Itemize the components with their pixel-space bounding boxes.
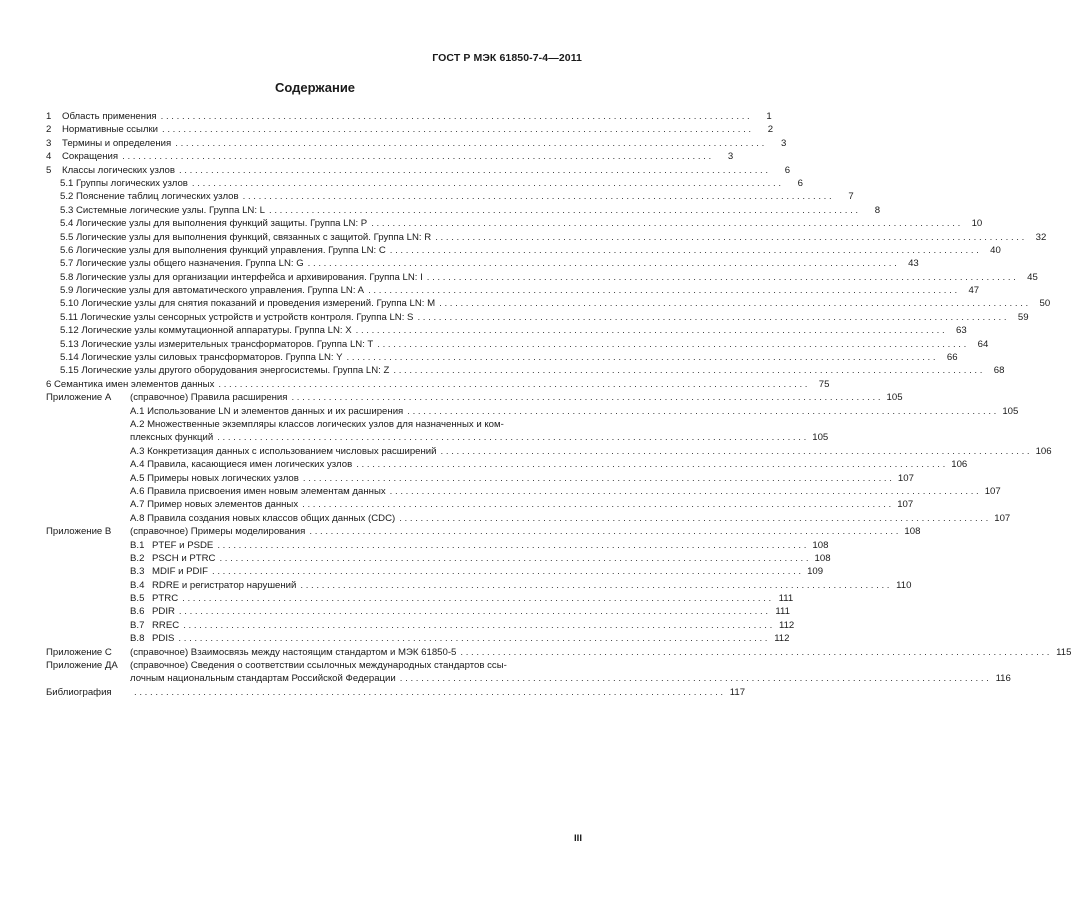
toc-entry-page: 64	[977, 338, 989, 350]
dot-leader	[161, 110, 750, 123]
toc-entry[interactable]	[46, 686, 746, 699]
toc-entry-page: 112	[774, 633, 790, 645]
dot-leader	[390, 485, 979, 498]
dot-leader	[308, 257, 897, 270]
toc-entry[interactable]	[46, 619, 795, 632]
toc-entry-label: 5.12 Логические узлы коммутационной аппаратуры. Группа LN: X	[60, 325, 352, 337]
toc-entry[interactable]	[46, 231, 1047, 244]
toc-entry-label: RDRE и регистратор нарушений	[152, 579, 297, 591]
dot-leader	[217, 539, 806, 552]
dot-leader	[162, 123, 751, 136]
toc-entry-label: 6 Семантика имен элементов данных	[46, 378, 215, 390]
toc-entry[interactable]	[46, 485, 1001, 498]
toc-entry[interactable]	[46, 150, 734, 163]
dot-leader	[219, 552, 808, 565]
toc-entry-number: B.2	[130, 552, 145, 564]
toc-entry[interactable]	[46, 391, 903, 404]
toc-entry-page: 43	[908, 258, 919, 270]
toc-entry-label: (справочное) Сведения о соответствии ссылочных международных стандартов ссы-	[130, 660, 507, 672]
dot-leader	[400, 672, 989, 685]
toc-entry-label: Область применения	[62, 111, 157, 122]
toc-entry[interactable]	[46, 217, 983, 230]
toc-entry[interactable]	[46, 338, 989, 351]
dot-leader	[175, 137, 764, 150]
toc-entry-page: 106	[1035, 445, 1052, 457]
toc-entry-page: 10	[971, 218, 983, 230]
toc-entry-label: Термины и определения	[62, 137, 172, 149]
toc-entry-page: 3	[727, 151, 734, 163]
toc-entry[interactable]	[46, 364, 1005, 377]
toc-entry-label: Классы логических узлов	[62, 164, 175, 176]
toc-entry[interactable]	[46, 512, 1011, 525]
toc-entry-number: Приложение В	[46, 526, 112, 538]
toc-entry-page: 107	[897, 499, 914, 511]
dot-leader	[407, 405, 996, 418]
toc-entry[interactable]	[46, 632, 790, 645]
toc-entry-label: 5.6 Логические узлы для выполнения функций управления. Группа LN: C	[60, 244, 386, 256]
page-number: III	[574, 833, 582, 844]
dot-leader	[427, 271, 1016, 284]
dot-leader	[178, 632, 767, 645]
toc-entry[interactable]	[46, 284, 980, 297]
toc-entry[interactable]	[46, 164, 791, 177]
toc-entry[interactable]	[46, 418, 829, 445]
toc-entry-label: 5.5 Логические узлы для выполнения функций, связанных с защитой. Группа LN: R	[60, 231, 432, 243]
toc-entry-page: 40	[990, 244, 1001, 256]
dot-leader	[356, 458, 945, 471]
dot-leader	[122, 150, 711, 163]
toc-entry-number: B.5	[130, 593, 145, 605]
toc-entry-page: 107	[994, 512, 1011, 524]
toc-entry[interactable]	[46, 445, 1052, 458]
toc-entry-page: 107	[897, 472, 914, 484]
toc-entry-label: A.3 Конкретизация данных с использованием числовых расширений	[130, 445, 437, 457]
toc-entry-page: 47	[968, 285, 980, 297]
dot-leader	[212, 565, 801, 578]
toc-entry-label: (справочное) Примеры моделирования	[130, 526, 306, 538]
toc-entry[interactable]	[46, 297, 1051, 310]
toc-entry[interactable]	[46, 659, 1011, 686]
dot-leader	[460, 646, 1049, 659]
toc-entry-label: A.5 Примеры новых логических узлов	[130, 472, 299, 484]
dot-leader	[243, 190, 832, 203]
toc-entry-page: 2	[767, 124, 774, 136]
dot-leader	[368, 284, 957, 297]
toc-entry-number: B.8	[130, 633, 145, 645]
dot-leader	[377, 338, 966, 351]
toc-entry-label: PDIS	[152, 633, 175, 645]
toc-entry-label: 5.8 Логические узлы для организации интерфейса и архивирования. Группа LN: I	[60, 271, 423, 283]
toc-entry-page: 111	[775, 606, 790, 618]
toc-entry-label: (справочное) Правила расширения	[130, 392, 288, 404]
toc-entry[interactable]	[46, 472, 914, 485]
toc-entry[interactable]	[46, 137, 787, 150]
toc-entry-label: Сокращения	[62, 151, 119, 163]
dot-leader	[218, 378, 807, 391]
dot-leader	[439, 297, 1028, 310]
toc-entry-label: 5.7 Логические узлы общего назначения. Группа LN: G	[60, 258, 304, 270]
toc-entry-page: 116	[995, 673, 1011, 685]
dot-leader	[269, 204, 858, 217]
dot-leader	[309, 525, 898, 538]
toc-entry-page: 111	[778, 593, 794, 605]
toc-entry-number: 1	[46, 111, 52, 122]
dot-leader	[399, 512, 988, 525]
toc-entry-number: B.6	[130, 606, 145, 618]
toc-entry-label: 5.3 Системные логические узлы. Группа LN: L	[60, 204, 266, 216]
toc-entry[interactable]	[46, 351, 958, 364]
toc-entry-label: Нормативные ссылки	[62, 124, 159, 136]
toc-entry-page: 105	[812, 432, 829, 444]
toc-entry-label: 5.9 Логические узлы для автоматического управления. Группа LN: A	[60, 285, 365, 297]
toc-entry-page: 112	[778, 619, 795, 631]
toc-entry-label: PTEF и PSDE	[152, 539, 214, 551]
dot-leader	[356, 324, 945, 337]
toc-entry-label: A.1 Использование LN и элементов данных и их расширения	[130, 405, 404, 417]
toc-entry-page: 45	[1027, 271, 1038, 283]
toc-entry-page: 117	[729, 686, 746, 698]
toc-entry-page: 108	[904, 526, 921, 538]
toc-entry-number: Приложение ДА	[46, 660, 118, 672]
dot-leader	[192, 177, 781, 190]
toc-entry-page: 6	[797, 177, 803, 189]
toc-entry-number: 4	[46, 151, 52, 163]
toc-entry-number: Библиография	[46, 686, 112, 698]
toc-entry-number: 5	[46, 164, 52, 176]
dot-leader	[303, 472, 892, 485]
toc-entry-label: A.8 Правила создания новых классов общих данных (CDC)	[130, 512, 396, 524]
toc-entry-page: 105	[886, 392, 903, 404]
toc-entry[interactable]	[46, 244, 1001, 257]
toc-entry[interactable]	[46, 539, 829, 552]
toc-entry-label: 5.11 Логические узлы сенсорных устройств и устройств контроля. Группа LN: S	[60, 311, 414, 323]
toc-entry-page: 8	[874, 204, 881, 216]
dot-leader	[134, 686, 723, 699]
toc-entry-label: PTRC	[152, 593, 179, 605]
table-of-contents	[46, 110, 1071, 699]
dot-leader	[302, 498, 891, 511]
toc-entry-label: 5.10 Логические узлы для снятия показаний и проведения измерений. Группа LN: M	[60, 298, 436, 310]
toc-entry[interactable]	[46, 646, 1071, 659]
toc-entry-number: Приложение С	[46, 646, 112, 658]
dot-leader	[217, 431, 806, 444]
toc-entry[interactable]	[46, 565, 824, 578]
toc-entry-page: 108	[812, 539, 829, 551]
toc-entry-label: A.6 Правила присвоения имен новым элементам данных	[130, 485, 386, 497]
toc-entry-page: 7	[848, 191, 854, 203]
toc-entry-label: 5.14 Логические узлы силовых трансформаторов. Группа LN: Y	[60, 352, 343, 364]
toc-entry-page: 106	[951, 459, 968, 471]
dot-leader	[291, 391, 880, 404]
dot-leader	[390, 244, 979, 257]
toc-entry-page: 1	[766, 111, 772, 122]
dot-leader	[183, 619, 772, 632]
toc-entry-page: 108	[814, 552, 831, 564]
dot-leader	[346, 351, 935, 364]
toc-entry-page: 6	[784, 164, 791, 176]
toc-entry-number: B.1	[130, 539, 145, 551]
toc-entry-number: B.7	[130, 619, 145, 631]
document-header: ГОСТ Р МЭК 61850-7-4—2011	[432, 52, 582, 64]
toc-entry-page: 75	[818, 378, 830, 390]
toc-entry-label: 5.2 Пояснение таблиц логических узлов	[60, 191, 239, 203]
dot-leader	[435, 231, 1024, 244]
dot-leader	[417, 311, 1006, 324]
toc-entry-page: 63	[956, 325, 967, 337]
toc-entry[interactable]	[46, 324, 967, 337]
dot-leader	[179, 605, 768, 618]
toc-entry-label: A.2 Множественные экземпляры классов логических узлов для назначенных и ком-	[130, 418, 504, 430]
toc-entry-label: MDIF и PDIF	[152, 566, 208, 578]
toc-entry-page: 115	[1056, 646, 1071, 658]
dot-leader	[179, 164, 768, 177]
toc-entry-page: 109	[807, 566, 824, 578]
toc-entry-label: 5.4 Логические узлы для выполнения функций защиты. Группа LN: P	[60, 218, 368, 230]
toc-entry-page: 50	[1039, 298, 1051, 310]
toc-entry[interactable]	[46, 271, 1038, 284]
toc-entry-page: 110	[896, 579, 912, 591]
toc-entry-page: 105	[1002, 405, 1019, 417]
toc-entry-page: 68	[993, 365, 1005, 377]
toc-entry-page: 107	[984, 485, 1001, 497]
toc-entry-page: 3	[780, 137, 787, 149]
toc-entry[interactable]	[46, 525, 921, 538]
toc-entry-label: PSCH и PTRC	[152, 552, 216, 564]
toc-entry[interactable]	[46, 311, 1029, 324]
toc-entry[interactable]	[46, 257, 919, 270]
dot-leader	[182, 592, 771, 605]
toc-entry[interactable]	[46, 378, 830, 391]
dot-leader	[441, 445, 1030, 458]
toc-entry-label: RREC	[152, 619, 180, 631]
toc-entry-label: PDIR	[152, 606, 175, 618]
toc-entry[interactable]	[46, 552, 831, 565]
page-title: Содержание	[274, 80, 356, 95]
toc-entry[interactable]	[46, 458, 968, 471]
toc-entry-number: B.3	[130, 566, 145, 578]
dot-leader	[371, 217, 960, 230]
toc-entry-label: A.7 Пример новых элементов данных	[130, 499, 299, 511]
toc-entry-label-cont: плексных функций	[130, 432, 214, 444]
toc-entry[interactable]	[46, 579, 912, 592]
toc-entry-number: 3	[46, 137, 52, 149]
toc-entry-number: B.4	[130, 579, 145, 591]
toc-entry-label: (справочное) Взаимосвязь между настоящим стандартом и МЭК 61850-5	[130, 646, 457, 658]
toc-entry[interactable]	[46, 592, 794, 605]
toc-entry[interactable]	[46, 498, 914, 511]
dot-leader	[300, 579, 889, 592]
toc-entry-page: 59	[1017, 311, 1029, 323]
toc-entry[interactable]	[46, 110, 772, 123]
toc-entry[interactable]	[46, 605, 790, 618]
toc-entry-number: Приложение А	[46, 392, 112, 404]
dot-leader	[393, 364, 982, 377]
toc-entry-label-cont: лочным национальным стандартам Российской Федерации	[130, 673, 396, 685]
toc-entry[interactable]	[46, 177, 803, 190]
toc-entry[interactable]	[46, 405, 1019, 418]
toc-entry-number: 2	[46, 124, 52, 136]
toc-entry[interactable]	[46, 190, 854, 203]
toc-entry-label: 5.13 Логические узлы измерительных трансформаторов. Группа LN: T	[60, 338, 374, 350]
toc-entry-label: A.4 Правила, касающиеся имен логических узлов	[130, 459, 353, 471]
toc-entry[interactable]	[46, 204, 881, 217]
toc-entry-page: 32	[1035, 231, 1047, 243]
toc-entry-page: 66	[946, 352, 958, 364]
toc-entry-label: 5.1 Группы логических узлов	[60, 177, 188, 189]
toc-entry[interactable]	[46, 123, 774, 136]
toc-entry-label: 5.15 Логические узлы другого оборудования энергосистемы. Группа LN: Z	[60, 365, 390, 377]
